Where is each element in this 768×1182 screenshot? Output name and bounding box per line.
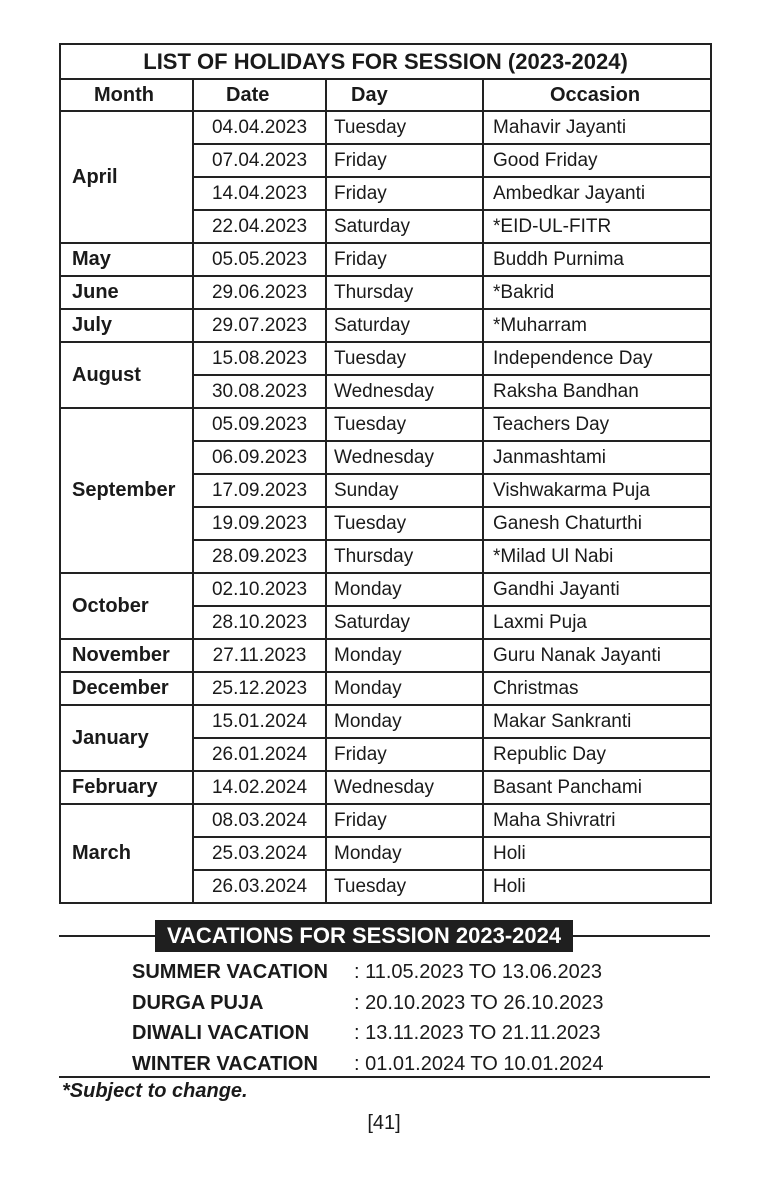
vacation-range: : 11.05.2023 TO 13.06.2023 bbox=[354, 961, 602, 983]
day-cell: Wednesday bbox=[326, 771, 483, 804]
occasion-cell: Buddh Purnima bbox=[483, 243, 711, 276]
date-cell: 22.04.2023 bbox=[193, 210, 326, 243]
occasion-cell: Basant Panchami bbox=[483, 771, 711, 804]
occasion-cell: Makar Sankranti bbox=[483, 705, 711, 738]
month-cell: January bbox=[60, 705, 193, 771]
day-cell: Friday bbox=[326, 243, 483, 276]
vacations-list bbox=[132, 957, 603, 1079]
month-cell: May bbox=[60, 243, 193, 276]
table-row bbox=[60, 804, 711, 837]
date-cell: 27.11.2023 bbox=[193, 639, 326, 672]
day-cell: Sunday bbox=[326, 474, 483, 507]
occasion-cell: Laxmi Puja bbox=[483, 606, 711, 639]
day-cell: Saturday bbox=[326, 309, 483, 342]
day-cell: Thursday bbox=[326, 276, 483, 309]
month-cell: December bbox=[60, 672, 193, 705]
date-cell: 05.05.2023 bbox=[193, 243, 326, 276]
vacation-range: : 13.11.2023 TO 21.11.2023 bbox=[354, 1022, 601, 1044]
vacation-name: DURGA PUJA bbox=[132, 991, 264, 1014]
vacation-range: : 20.10.2023 TO 26.10.2023 bbox=[354, 991, 604, 1014]
vacation-name: WINTER VACATION bbox=[132, 1052, 318, 1075]
date-cell: 07.04.2023 bbox=[193, 144, 326, 177]
occasion-cell: Independence Day bbox=[483, 342, 711, 375]
occasion-cell: Good Friday bbox=[483, 144, 711, 177]
month-cell: November bbox=[60, 639, 193, 672]
vacation-name: SUMMER VACATION bbox=[132, 961, 328, 983]
occasion-cell: *Bakrid bbox=[483, 276, 711, 309]
table-row bbox=[60, 309, 711, 342]
table-row bbox=[60, 573, 711, 606]
holiday-rows bbox=[60, 111, 711, 903]
day-cell: Friday bbox=[326, 738, 483, 771]
day-cell: Saturday bbox=[326, 210, 483, 243]
day-cell: Tuesday bbox=[326, 408, 483, 441]
occasion-cell: *Muharram bbox=[483, 309, 711, 342]
occasion-cell: Mahavir Jayanti bbox=[483, 111, 711, 144]
vacations-divider-bottom bbox=[59, 1076, 710, 1078]
day-cell: Monday bbox=[326, 672, 483, 705]
occasion-cell: Vishwakarma Puja bbox=[483, 474, 711, 507]
occasion-cell: Raksha Bandhan bbox=[483, 375, 711, 408]
month-cell: September bbox=[60, 408, 193, 573]
column-header-occasion: Occasion bbox=[483, 79, 711, 111]
day-cell: Tuesday bbox=[326, 507, 483, 540]
vacation-item bbox=[132, 988, 603, 1019]
occasion-cell: Guru Nanak Jayanti bbox=[483, 639, 711, 672]
vacation-name: DIWALI VACATION bbox=[132, 1022, 310, 1044]
date-cell: 17.09.2023 bbox=[193, 474, 326, 507]
vacation-item bbox=[132, 1049, 603, 1080]
day-cell: Saturday bbox=[326, 606, 483, 639]
date-cell: 15.08.2023 bbox=[193, 342, 326, 375]
occasion-cell: Holi bbox=[483, 870, 711, 903]
date-cell: 25.03.2024 bbox=[193, 837, 326, 870]
occasion-cell: Republic Day bbox=[483, 738, 711, 771]
vacation-range: : 01.01.2024 TO 10.01.2024 bbox=[354, 1052, 604, 1075]
date-cell: 30.08.2023 bbox=[193, 375, 326, 408]
date-cell: 06.09.2023 bbox=[193, 441, 326, 474]
month-cell: July bbox=[60, 309, 193, 342]
table-row bbox=[60, 111, 711, 144]
date-cell: 19.09.2023 bbox=[193, 507, 326, 540]
vacation-item bbox=[132, 957, 603, 988]
date-cell: 14.04.2023 bbox=[193, 177, 326, 210]
page-number: [41] bbox=[367, 1112, 401, 1134]
column-header-month: Month bbox=[60, 79, 193, 111]
vacation-item bbox=[132, 1018, 603, 1049]
month-cell: October bbox=[60, 573, 193, 639]
column-header-day: Day bbox=[326, 79, 483, 111]
day-cell: Monday bbox=[326, 573, 483, 606]
column-header-date: Date bbox=[193, 79, 326, 111]
month-cell: August bbox=[60, 342, 193, 408]
date-cell: 29.06.2023 bbox=[193, 276, 326, 309]
day-cell: Friday bbox=[326, 144, 483, 177]
occasion-cell: Ambedkar Jayanti bbox=[483, 177, 711, 210]
occasion-cell: Teachers Day bbox=[483, 408, 711, 441]
holidays-table bbox=[59, 43, 712, 904]
day-cell: Thursday bbox=[326, 540, 483, 573]
occasion-cell: Janmashtami bbox=[483, 441, 711, 474]
occasion-cell: Maha Shivratri bbox=[483, 804, 711, 837]
table-row bbox=[60, 672, 711, 705]
day-cell: Wednesday bbox=[326, 441, 483, 474]
day-cell: Tuesday bbox=[326, 342, 483, 375]
occasion-cell: Gandhi Jayanti bbox=[483, 573, 711, 606]
date-cell: 15.01.2024 bbox=[193, 705, 326, 738]
table-row bbox=[60, 408, 711, 441]
table-row bbox=[60, 342, 711, 375]
date-cell: 25.12.2023 bbox=[193, 672, 326, 705]
table-row bbox=[60, 639, 711, 672]
occasion-cell: *EID-UL-FITR bbox=[483, 210, 711, 243]
month-cell: June bbox=[60, 276, 193, 309]
month-cell: March bbox=[60, 804, 193, 903]
occasion-cell: *Milad Ul Nabi bbox=[483, 540, 711, 573]
occasion-cell: Ganesh Chaturthi bbox=[483, 507, 711, 540]
table-row bbox=[60, 243, 711, 276]
date-cell: 14.02.2024 bbox=[193, 771, 326, 804]
table-row bbox=[60, 705, 711, 738]
date-cell: 26.01.2024 bbox=[193, 738, 326, 771]
occasion-cell: Holi bbox=[483, 837, 711, 870]
date-cell: 05.09.2023 bbox=[193, 408, 326, 441]
vacations-title: VACATIONS FOR SESSION 2023-2024 bbox=[155, 920, 573, 952]
date-cell: 28.09.2023 bbox=[193, 540, 326, 573]
table-row bbox=[60, 276, 711, 309]
day-cell: Friday bbox=[326, 804, 483, 837]
table-title: LIST OF HOLIDAYS FOR SESSION (2023-2024) bbox=[60, 44, 711, 79]
date-cell: 28.10.2023 bbox=[193, 606, 326, 639]
date-cell: 02.10.2023 bbox=[193, 573, 326, 606]
date-cell: 26.03.2024 bbox=[193, 870, 326, 903]
day-cell: Wednesday bbox=[326, 375, 483, 408]
month-cell: February bbox=[60, 771, 193, 804]
date-cell: 08.03.2024 bbox=[193, 804, 326, 837]
date-cell: 29.07.2023 bbox=[193, 309, 326, 342]
month-cell: April bbox=[60, 111, 193, 243]
occasion-cell: Christmas bbox=[483, 672, 711, 705]
table-row bbox=[60, 771, 711, 804]
day-cell: Monday bbox=[326, 639, 483, 672]
footnote: *Subject to change. bbox=[62, 1080, 248, 1102]
day-cell: Tuesday bbox=[326, 870, 483, 903]
date-cell: 04.04.2023 bbox=[193, 111, 326, 144]
day-cell: Tuesday bbox=[326, 111, 483, 144]
day-cell: Monday bbox=[326, 837, 483, 870]
day-cell: Friday bbox=[326, 177, 483, 210]
day-cell: Monday bbox=[326, 705, 483, 738]
